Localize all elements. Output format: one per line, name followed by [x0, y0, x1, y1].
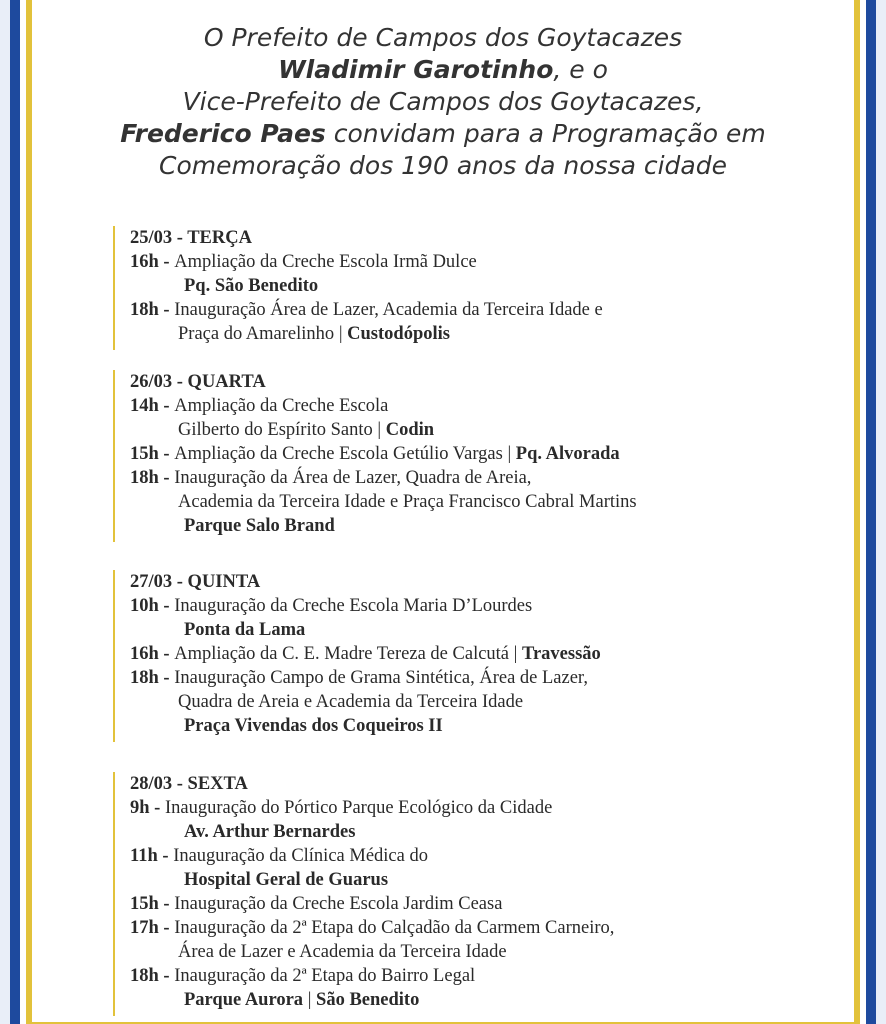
day-title: 28/03 - SEXTA [130, 774, 248, 794]
schedule-line [118, 820, 838, 844]
event-location: Ponta da Lama [184, 620, 306, 640]
schedule-line [118, 964, 838, 988]
separator: | [502, 444, 516, 464]
event-description: Inauguração Campo de Grama Sintética, Área de Lazer, [174, 668, 588, 688]
schedule-line [118, 442, 838, 466]
day-accent-bar [113, 772, 115, 1016]
mayor-name: Wladimir Garotinho [278, 55, 554, 84]
day-section [118, 226, 838, 346]
event-time: 15h - [130, 894, 175, 914]
day-section [118, 370, 838, 538]
day-section [118, 570, 838, 738]
header-line-5: Comemoração dos 190 anos da nossa cidade [159, 151, 727, 180]
event-description: Inauguração da Clínica Médica do [173, 846, 428, 866]
event-description: Ampliação da C. E. Madre Tereza de Calcutá [174, 644, 510, 664]
schedule-line [118, 892, 838, 916]
header-line-2-tail: , e o [553, 55, 608, 84]
schedule-line [118, 298, 838, 322]
border-right-blue [866, 0, 876, 1024]
border-left-outer [0, 0, 10, 1024]
schedule-line [118, 274, 838, 298]
event-description: Inauguração da 2ª Etapa do Bairro Legal [174, 966, 476, 986]
event-description: Inauguração da Área de Lazer, Quadra de Areia, [174, 468, 532, 488]
separator: | [372, 420, 386, 440]
event-description: Inauguração do Pórtico Parque Ecológico da Cidade [164, 798, 553, 818]
schedule-line [118, 940, 838, 964]
separator: | [334, 324, 348, 344]
border-right-outer [876, 0, 886, 1024]
day-title: 26/03 - QUARTA [130, 372, 266, 392]
day-section [118, 772, 838, 1012]
invitation-header [60, 22, 826, 182]
event-location: Praça Vivendas dos Coqueiros II [184, 716, 443, 736]
schedule-line [118, 916, 838, 940]
border-right-white [860, 0, 866, 1024]
event-location: Codin [385, 420, 435, 440]
event-time: 11h - [130, 846, 174, 866]
event-description: Ampliação da Creche Escola Getúlio Vargas [174, 444, 503, 464]
event-description: Ampliação da Creche Escola Irmã Dulce [174, 252, 477, 272]
schedule-line [118, 250, 838, 274]
event-location: Parque Aurora [184, 990, 304, 1010]
header-line-1: O Prefeito de Campos dos Goytacazes [203, 23, 683, 52]
event-location: Pq. Alvorada [515, 444, 620, 464]
header-line-4 [60, 118, 826, 150]
event-time: 18h - [130, 966, 175, 986]
event-location: Pq. São Benedito [184, 276, 319, 296]
schedule-line [118, 988, 838, 1012]
event-time: 16h - [130, 252, 175, 272]
event-time: 18h - [130, 468, 175, 488]
event-time: 10h - [130, 596, 175, 616]
border-right-gold [854, 0, 860, 1024]
event-time: 17h - [130, 918, 175, 938]
schedule-line [118, 642, 838, 666]
schedule-line [118, 796, 838, 820]
event-location: São Benedito [316, 990, 420, 1010]
event-time: 18h - [130, 300, 175, 320]
schedule-line [118, 322, 838, 346]
header-line-4-tail: convidam para a Programação em [325, 119, 766, 148]
event-time: 15h - [130, 444, 175, 464]
event-description: Área de Lazer e Academia da Terceira Idade [178, 942, 507, 962]
event-description: Quadra de Areia e Academia da Terceira Idade [178, 692, 524, 712]
event-description: Inauguração da 2ª Etapa do Calçadão da Carmem Carneiro, [174, 918, 615, 938]
header-line-2 [60, 54, 826, 86]
separator: | [303, 990, 317, 1010]
schedule-line [118, 618, 838, 642]
event-time: 9h - [130, 798, 165, 818]
schedule-line [118, 466, 838, 490]
schedule-line [118, 394, 838, 418]
event-location: Parque Salo Brand [184, 516, 335, 536]
event-description: Gilberto do Espírito Santo [178, 420, 373, 440]
event-description: Inauguração Área de Lazer, Academia da Terceira Idade e [174, 300, 603, 320]
schedule-line [118, 690, 838, 714]
schedule-line [118, 844, 838, 868]
schedule-line [118, 594, 838, 618]
schedule-line [118, 666, 838, 690]
event-description: Praça do Amarelinho [178, 324, 335, 344]
day-title: 25/03 - TERÇA [130, 228, 252, 248]
day-accent-bar [113, 226, 115, 350]
header-line-3: Vice-Prefeito de Campos dos Goytacazes, [182, 87, 704, 116]
event-description: Inauguração da Creche Escola Maria D’Lourdes [174, 596, 533, 616]
schedule-line [118, 514, 838, 538]
event-location: Hospital Geral de Guarus [184, 870, 389, 890]
separator: | [509, 644, 522, 664]
event-location: Custodópolis [347, 324, 450, 344]
schedule-line [118, 714, 838, 738]
border-left-gold [26, 0, 32, 1024]
border-left-blue [10, 0, 20, 1024]
event-time: 18h - [130, 668, 175, 688]
day-accent-bar [113, 570, 115, 742]
event-description: Academia da Terceira Idade e Praça Francisco Cabral Martins [178, 492, 637, 512]
vice-name: Frederico Paes [120, 119, 326, 148]
event-description: Inauguração da Creche Escola Jardim Ceasa [174, 894, 503, 914]
event-time: 16h - [130, 644, 175, 664]
event-description: Ampliação da Creche Escola [174, 396, 389, 416]
schedule-line [118, 490, 838, 514]
event-location: Travessão [522, 644, 601, 664]
schedule-line [118, 868, 838, 892]
schedule-line [118, 418, 838, 442]
event-time: 14h - [130, 396, 175, 416]
event-location: Av. Arthur Bernardes [184, 822, 356, 842]
day-accent-bar [113, 370, 115, 542]
day-title: 27/03 - QUINTA [130, 572, 261, 592]
